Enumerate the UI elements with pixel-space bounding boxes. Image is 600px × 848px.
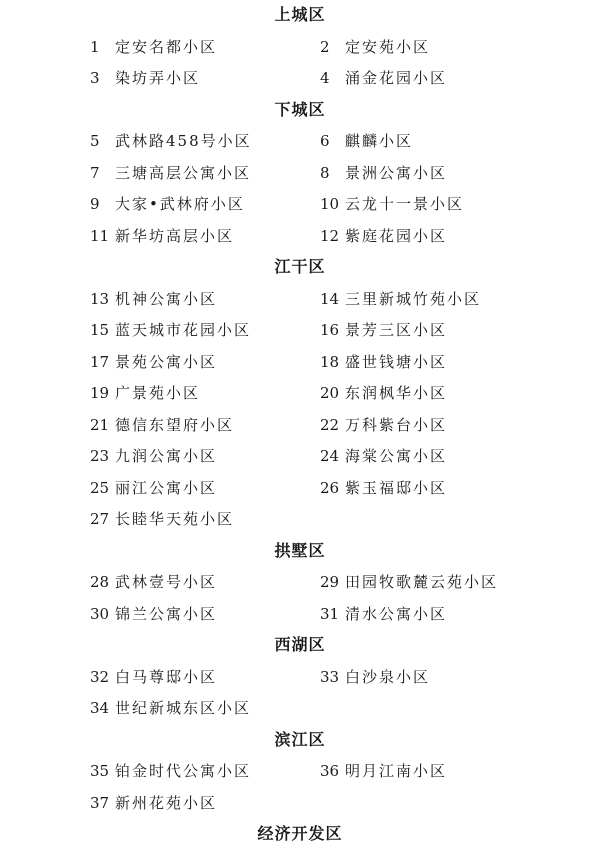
community-entry: [320, 194, 464, 214]
entry-number: 7: [90, 163, 100, 182]
entry-number: 31: [320, 604, 340, 623]
community-name: 丽江公寓小区: [115, 478, 218, 497]
community-entry: [320, 383, 447, 403]
community-entry: [320, 226, 447, 246]
entry-number: 5: [90, 132, 100, 150]
community-name: 白马尊邸小区: [115, 667, 218, 686]
entry-number: 36: [320, 762, 340, 780]
entry-number: 32: [90, 667, 110, 686]
community-name: 长睦华天苑小区: [115, 510, 235, 528]
community-name: 染坊弄小区: [115, 69, 201, 87]
entry-number: 27: [90, 510, 110, 528]
entry-number: 13: [90, 289, 110, 308]
community-entry: [320, 667, 430, 687]
community-name: 麒麟小区: [345, 132, 414, 150]
community-entry: [90, 667, 217, 687]
community-entry: [90, 509, 234, 529]
community-name: 景洲公寓小区: [345, 163, 448, 182]
community-name: 三塘高层公寓小区: [115, 163, 252, 182]
community-entry: [320, 37, 430, 57]
entry-number: 2: [320, 37, 330, 56]
entry-number: 15: [90, 321, 110, 339]
community-entry: [90, 761, 251, 781]
community-name: 铂金时代公寓小区: [115, 762, 252, 780]
community-name: 广景苑小区: [115, 384, 201, 402]
community-name: 田园牧歌麓云苑小区: [345, 573, 499, 591]
community-name: 九润公寓小区: [115, 447, 218, 465]
community-entry: [320, 478, 447, 498]
entry-number: 35: [90, 762, 110, 780]
community-name: 定安苑小区: [345, 37, 431, 56]
community-entry: [90, 446, 217, 466]
entry-number: 4: [320, 69, 330, 87]
community-entry: [90, 37, 217, 57]
community-entry: [320, 415, 447, 435]
community-entry: [90, 478, 217, 498]
entry-number: 28: [90, 573, 110, 591]
community-entry: [90, 352, 217, 372]
community-entry: [90, 163, 251, 183]
district-title: 经济开发区: [257, 824, 343, 843]
community-name: 景苑公寓小区: [115, 352, 218, 371]
entry-number: 30: [90, 604, 110, 623]
community-name: 世纪新城东区小区: [115, 699, 252, 717]
entry-number: 37: [90, 793, 110, 812]
community-entry: [90, 572, 217, 592]
entry-number: 18: [320, 352, 340, 371]
entry-number: 8: [320, 163, 330, 182]
community-name: 海棠公寓小区: [345, 447, 448, 465]
community-name: 三里新城竹苑小区: [345, 289, 482, 308]
entry-number: 12: [320, 226, 340, 245]
community-entry: [90, 604, 217, 624]
community-name: 定安名都小区: [115, 37, 218, 56]
district-title: 滨江区: [274, 729, 326, 749]
community-entry: [90, 194, 245, 214]
community-name: 武林路458号小区: [115, 132, 252, 150]
community-entry: [90, 793, 217, 813]
entry-number: 1: [90, 37, 100, 56]
district-title: 拱墅区: [274, 540, 326, 560]
community-name: 东润枫华小区: [345, 384, 448, 402]
entry-number: 10: [320, 195, 340, 213]
community-entry: [320, 604, 447, 624]
entry-number: 22: [320, 415, 340, 434]
community-entry: [90, 226, 234, 246]
community-name: 紫玉福邸小区: [345, 478, 448, 497]
district-title: 江干区: [274, 257, 326, 276]
community-entry: [320, 761, 447, 781]
community-entry: [90, 289, 217, 309]
entry-number: 24: [320, 447, 340, 465]
community-name: 大家•武林府小区: [115, 195, 245, 213]
community-name: 机神公寓小区: [115, 289, 218, 308]
community-name: 新华坊高层小区: [115, 226, 235, 245]
entry-number: 14: [320, 289, 340, 308]
entry-number: 34: [90, 699, 110, 717]
entry-number: 6: [320, 132, 330, 150]
entry-number: 17: [90, 352, 110, 371]
community-entry: [320, 352, 447, 372]
community-entry: [90, 415, 234, 435]
community-entry: [320, 131, 413, 151]
entry-number: 16: [320, 321, 340, 339]
community-name: 德信东望府小区: [115, 415, 235, 434]
community-name: 明月江南小区: [345, 762, 448, 780]
entry-number: 19: [90, 384, 110, 402]
community-name: 紫庭花园小区: [345, 226, 448, 245]
community-entry: [90, 698, 251, 718]
entry-number: 20: [320, 384, 340, 402]
community-name: 白沙泉小区: [345, 667, 431, 686]
community-name: 蓝天城市花园小区: [115, 321, 252, 339]
entry-number: 21: [90, 415, 110, 434]
community-entry: [320, 68, 447, 88]
district-title: 上城区: [274, 5, 326, 24]
community-entry: [320, 446, 447, 466]
community-name: 清水公寓小区: [345, 604, 448, 623]
community-entry: [320, 572, 498, 592]
entry-number: 33: [320, 667, 340, 686]
entry-number: 25: [90, 478, 110, 497]
community-name: 锦兰公寓小区: [115, 604, 218, 623]
entry-number: 29: [320, 573, 340, 591]
entry-number: 3: [90, 69, 100, 87]
community-name: 盛世钱塘小区: [345, 352, 448, 371]
community-name: 景芳三区小区: [345, 321, 448, 339]
district-title: 下城区: [274, 99, 326, 119]
entry-number: 9: [90, 195, 100, 213]
entry-number: 26: [320, 478, 340, 497]
entry-number: 11: [90, 226, 110, 245]
community-entry: [90, 131, 252, 151]
community-entry: [90, 68, 200, 88]
community-entry: [90, 383, 200, 403]
community-name: 涌金花园小区: [345, 69, 448, 87]
entry-number: 23: [90, 447, 110, 465]
community-entry: [320, 289, 481, 309]
district-title: 西湖区: [274, 635, 326, 654]
community-name: 新州花苑小区: [115, 793, 218, 812]
community-name: 云龙十一景小区: [345, 195, 465, 213]
community-entry: [320, 163, 447, 183]
community-entry: [90, 320, 251, 340]
community-entry: [320, 320, 447, 340]
community-name: 武林壹号小区: [115, 573, 218, 591]
community-name: 万科紫台小区: [345, 415, 448, 434]
